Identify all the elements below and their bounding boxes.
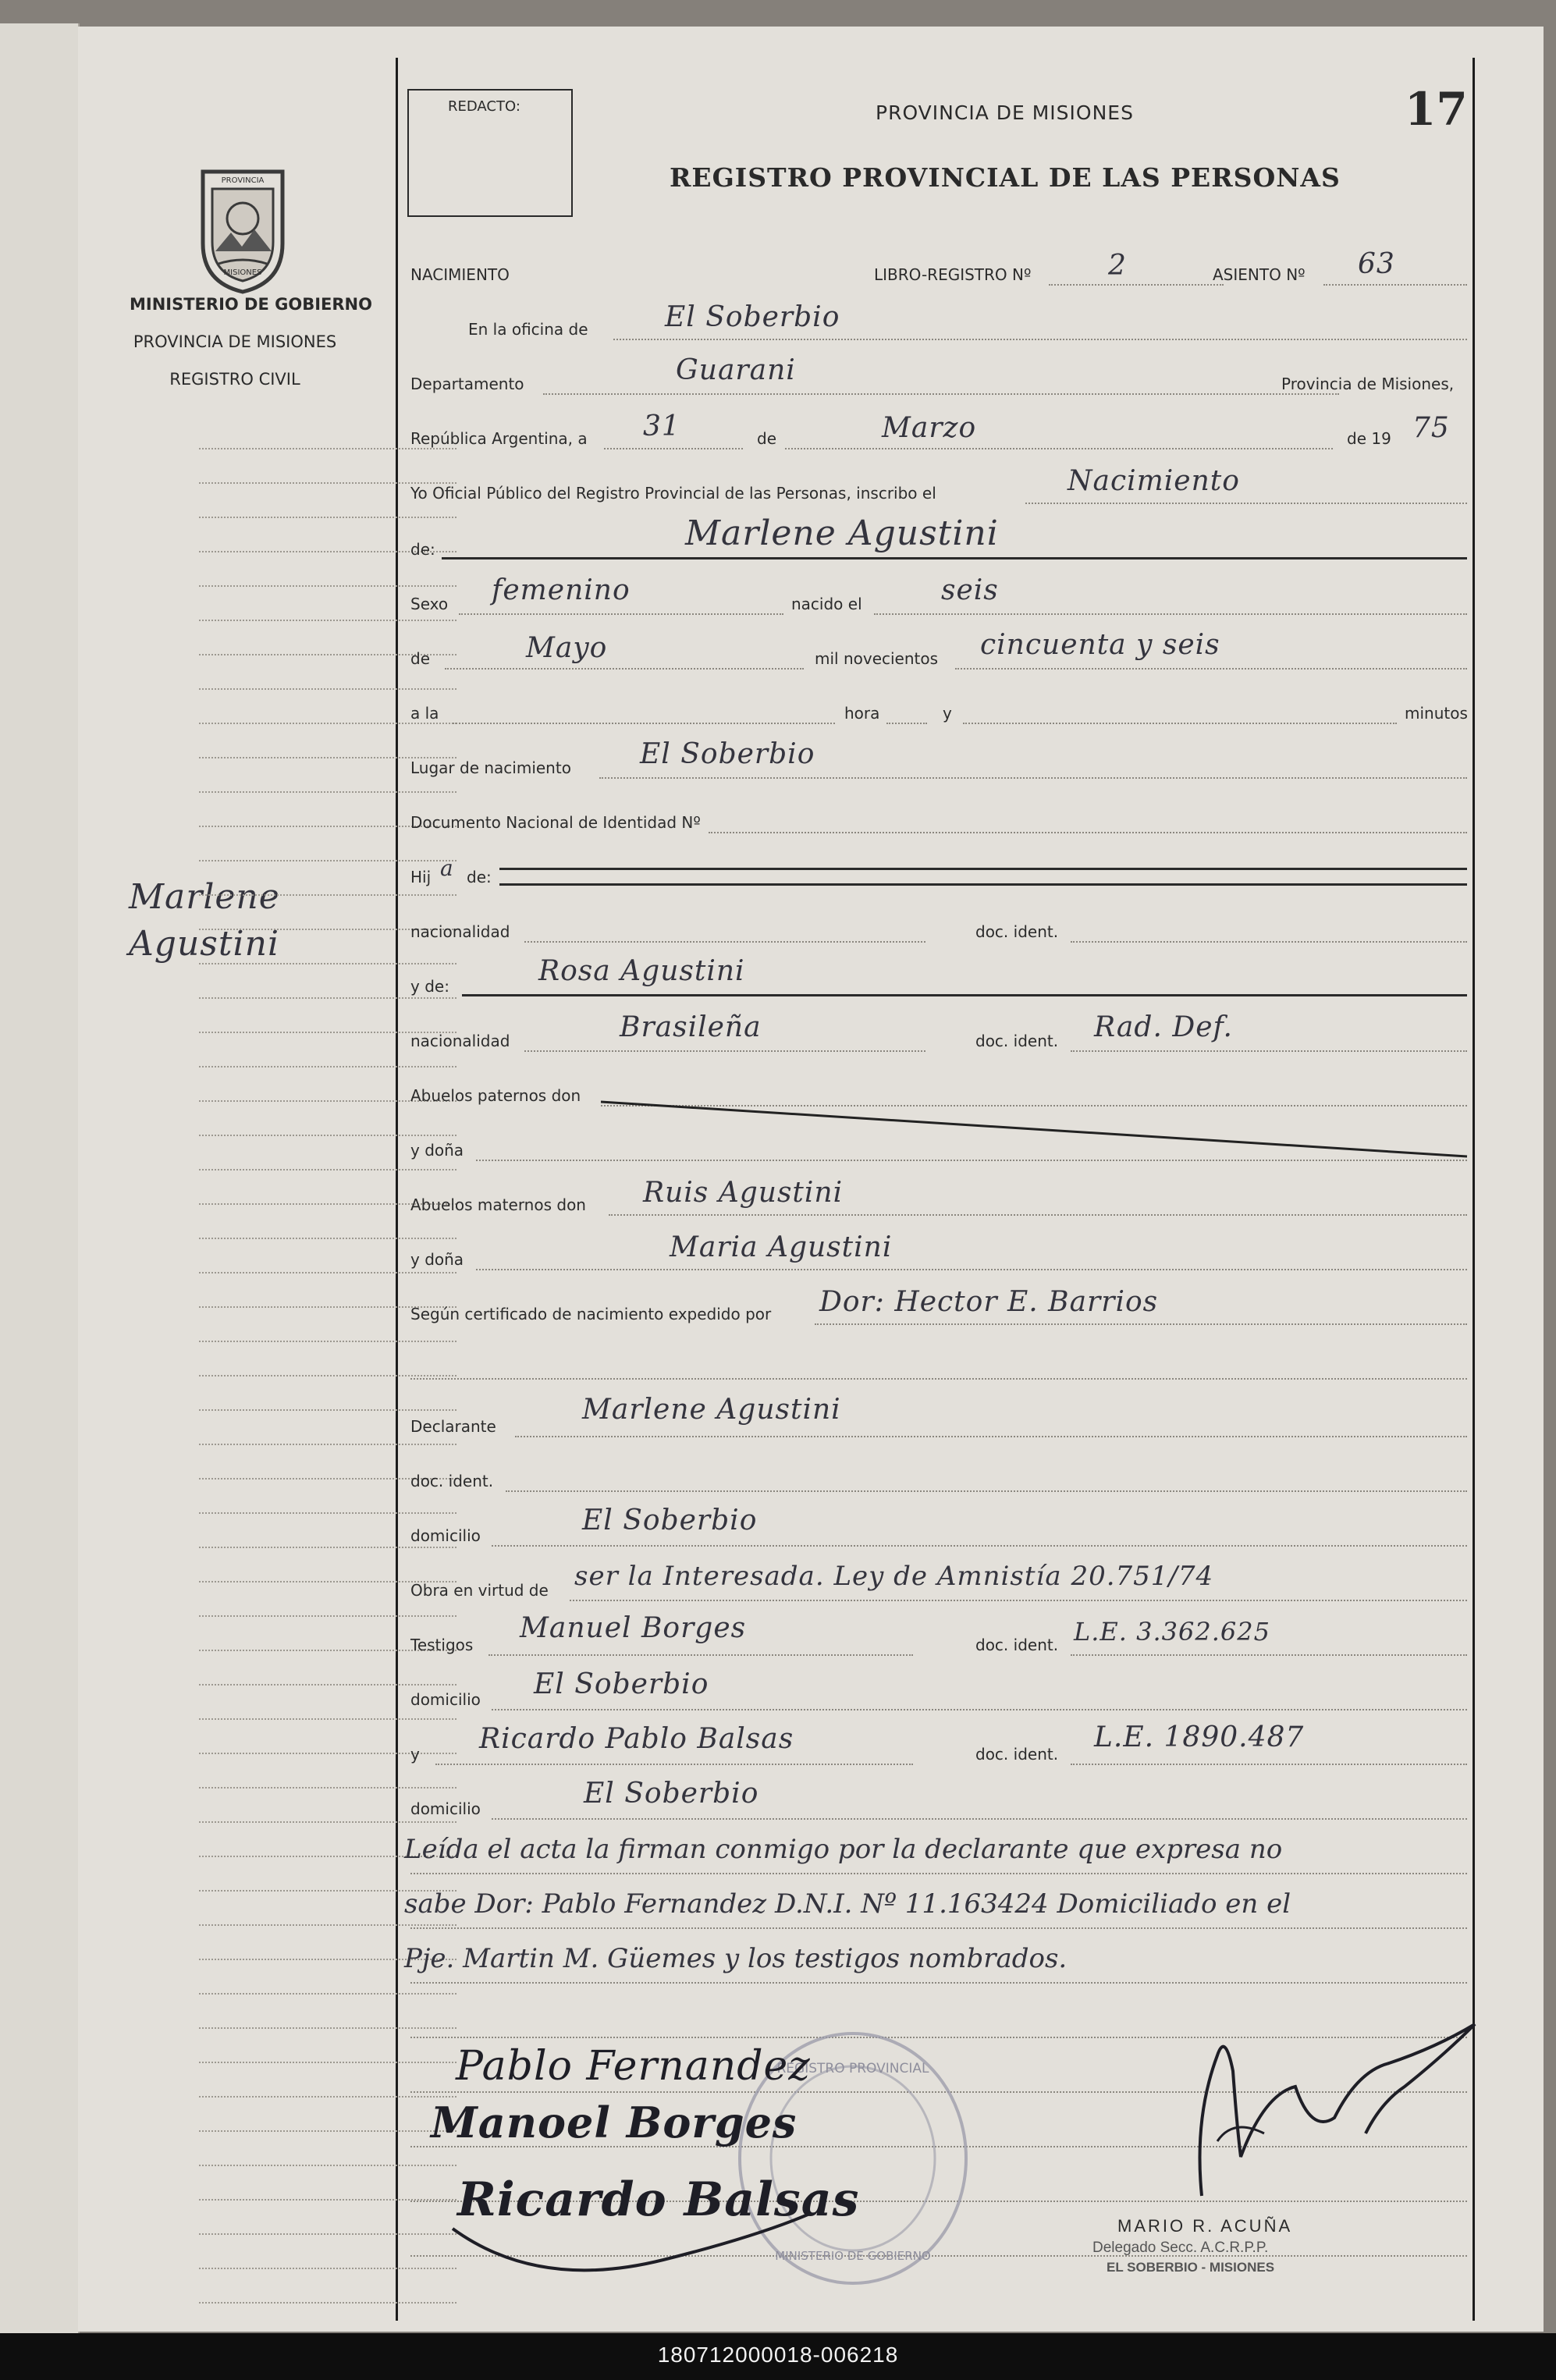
margin-ruled-line	[199, 688, 456, 690]
docident2-value: Rad. Def.	[1094, 1011, 1233, 1043]
declarante-dots	[515, 1436, 1467, 1437]
province-label: PROVINCIA DE MISIONES	[133, 332, 337, 351]
obra-value: ser la Interesada. Ley de Amnistía 20.751/74	[574, 1561, 1214, 1592]
officer-title: Delegado Secc. A.C.R.P.P.	[1092, 2240, 1269, 2256]
declarante-label: Declarante	[410, 1417, 496, 1436]
oficial-dots	[1025, 503, 1467, 504]
margin-note-line2: Agustini	[129, 924, 280, 964]
hijo-label-a: Hij	[410, 868, 432, 886]
hora-label: hora	[844, 704, 880, 723]
margin-ruled-line	[199, 1135, 456, 1136]
certificado-dots	[815, 1323, 1467, 1325]
margin-ruled-line	[199, 517, 456, 518]
closing-dots-3	[410, 1982, 1467, 1984]
margin-ruled-line	[199, 997, 456, 999]
margin-ruled-line	[199, 860, 456, 861]
testigo2-dots	[435, 1764, 913, 1765]
margin-ruled-line	[199, 1821, 456, 1823]
oficina-value: El Soberbio	[665, 301, 840, 333]
asiento-label: ASIENTO Nº	[1213, 265, 1306, 284]
year-prefix: de 19	[1347, 429, 1391, 448]
name-value: Marlene Agustini	[685, 513, 999, 553]
year-value: 75	[1412, 412, 1450, 444]
margin-ruled-line	[199, 791, 456, 793]
nacido-dots	[874, 613, 1467, 615]
month-value: Marzo	[882, 412, 977, 444]
margin-ruled-line	[199, 1924, 456, 1926]
signature-3-flourish	[445, 2205, 819, 2291]
hijo-label-b: de:	[467, 868, 492, 886]
redacto-label: REDACTO:	[448, 98, 520, 115]
margin-ruled-line	[199, 1238, 456, 1239]
margin-ruled-line	[199, 2302, 456, 2304]
margin-ruled-line	[199, 723, 456, 724]
ydona1-dots	[476, 1160, 1467, 1161]
emblem-bottom-text: MISIONES	[223, 268, 262, 277]
page-number: 17	[1405, 83, 1468, 136]
obra-dots	[570, 1600, 1467, 1601]
left-column-rule	[396, 58, 398, 2321]
stamp-bottom-text: MINISTERIO DE GOBIERNO	[775, 2249, 931, 2263]
docident4-label: doc. ident.	[975, 1636, 1059, 1654]
mother-value: Rosa Agustini	[538, 955, 745, 987]
testigo2-doc: L.E. 1890.487	[1094, 1721, 1305, 1753]
minutos-dots	[963, 723, 1397, 724]
registry-label: REGISTRO CIVIL	[169, 370, 300, 389]
signature-2: Manoel Borges	[431, 2098, 798, 2147]
margin-ruled-line	[199, 894, 456, 896]
stamp-top-text: REGISTRO PROVINCIAL	[776, 2061, 929, 2076]
docident2-label: doc. ident.	[975, 1032, 1059, 1050]
oficina-label: En la oficina de	[468, 320, 588, 339]
closing-dots-1	[410, 1873, 1467, 1874]
obra-label: Obra en virtud de	[410, 1581, 549, 1600]
oficial-value: Nacimiento	[1068, 465, 1240, 497]
margin-ruled-line	[199, 1169, 456, 1170]
de-label: de	[757, 429, 776, 448]
nacionalidad2-value: Brasileña	[620, 1011, 762, 1043]
docident1-label: doc. ident.	[975, 922, 1059, 941]
province-emblem-icon	[187, 158, 298, 298]
departamento-dots	[543, 393, 1339, 395]
father-line-strike	[499, 868, 1467, 870]
strike-line	[601, 1099, 1469, 1161]
docident3-label: doc. ident.	[410, 1472, 494, 1490]
nacionalidad2-label: nacionalidad	[410, 1032, 510, 1050]
margin-ruled-line	[199, 1375, 456, 1376]
birth-year-value: cincuenta y seis	[980, 629, 1220, 661]
nacido-label: nacido el	[791, 595, 862, 613]
birth-year-dots	[955, 668, 1467, 670]
signature-1: Pablo Fernandez	[456, 2043, 811, 2090]
nacido-value: seis	[941, 574, 999, 606]
mil-label: mil novecientos	[815, 649, 939, 668]
margin-ruled-line	[199, 1787, 456, 1789]
margin-ruled-line	[199, 2130, 456, 2132]
ydona2-label: y doña	[410, 1250, 464, 1269]
domicilio1-dots	[492, 1545, 1467, 1547]
domicilio2-value: El Soberbio	[534, 1668, 709, 1700]
documento-dots	[709, 832, 1467, 833]
de2-label: de:	[410, 540, 435, 559]
registry-title: REGISTRO PROVINCIAL DE LAS PERSONAS	[670, 162, 1341, 193]
closing-line-1: Leída el acta la firman conmigo por la declarante que expresa no	[404, 1834, 1283, 1865]
ala-label: a la	[410, 704, 439, 723]
redacto-box	[407, 89, 573, 217]
certificado-dots-2	[410, 1378, 1467, 1380]
margin-ruled-line	[199, 1341, 456, 1342]
certificado-value: Dor: Hector E. Barrios	[819, 1286, 1159, 1318]
abuelos-pat-label: Abuelos paternos don	[410, 1086, 581, 1105]
docident4-dots	[1071, 1654, 1467, 1656]
abuelos-mat-label: Abuelos maternos don	[410, 1195, 586, 1214]
documento-label: Documento Nacional de Identidad Nº	[410, 813, 701, 832]
asiento-dots	[1323, 284, 1467, 286]
margin-ruled-line	[199, 963, 456, 964]
ala-dots	[453, 723, 835, 724]
domicilio2-dots	[492, 1709, 1467, 1710]
sexo-value: femenino	[492, 574, 631, 606]
name-line	[442, 557, 1467, 559]
month-dots	[785, 448, 1333, 449]
ydona2-dots	[476, 1269, 1467, 1270]
archive-id: 180712000018-006218	[657, 2343, 899, 2367]
provincia-suffix: Provincia de Misiones,	[1281, 375, 1455, 393]
hora-dots	[886, 723, 927, 724]
ydona1-label: y doña	[410, 1141, 464, 1160]
margin-ruled-line	[199, 1409, 456, 1411]
domicilio3-dots	[492, 1818, 1467, 1820]
oficial-label: Yo Oficial Público del Registro Provincial de las Personas, inscribo el	[410, 484, 936, 503]
testigo1-dots	[488, 1654, 913, 1656]
domicilio1-label: domicilio	[410, 1526, 481, 1545]
docident5-dots	[1071, 1764, 1467, 1765]
register-page	[78, 27, 1544, 2332]
hijo-handwritten: a	[440, 855, 454, 881]
father-line	[499, 883, 1467, 886]
testigos-label: Testigos	[410, 1636, 474, 1654]
lugar-label: Lugar de nacimiento	[410, 758, 571, 777]
certificado-label: Según certificado de nacimiento expedido por	[410, 1305, 772, 1323]
docident5-label: doc. ident.	[975, 1745, 1059, 1764]
testigo1-doc: L.E. 3.362.625	[1074, 1617, 1270, 1646]
ministry-label: MINISTERIO DE GOBIERNO	[130, 295, 372, 314]
domicilio2-label: domicilio	[410, 1690, 481, 1709]
margin-note-line1: Marlene	[129, 877, 280, 917]
officer-place: EL SOBERBIO - MISIONES	[1107, 2260, 1275, 2275]
margin-ruled-line	[199, 585, 456, 587]
y-label: y	[943, 704, 952, 723]
abuelos-mat-dots	[609, 1214, 1467, 1216]
day-dots	[604, 448, 743, 449]
right-column-rule	[1473, 58, 1475, 2321]
province-title: PROVINCIA DE MISIONES	[876, 101, 1134, 124]
nacimiento-label: NACIMIENTO	[410, 265, 510, 284]
domicilio3-value: El Soberbio	[584, 1778, 759, 1810]
signature-3: Ricardo Balsas	[457, 2172, 860, 2227]
republica-label: República Argentina, a	[410, 429, 588, 448]
lugar-dots	[599, 777, 1467, 779]
closing-dots-2	[410, 1927, 1467, 1929]
margin-ruled-line	[199, 1444, 456, 1445]
officer-name: MARIO R. ACUÑA	[1117, 2216, 1293, 2236]
nacionalidad1-label: nacionalidad	[410, 922, 510, 941]
margin-ruled-line	[199, 2062, 456, 2063]
margin-ruled-line	[199, 448, 456, 449]
margin-ruled-line	[199, 1993, 456, 1995]
nacionalidad1-dots	[524, 941, 925, 943]
asiento-value: 63	[1358, 248, 1395, 280]
margin-ruled-line	[199, 1066, 456, 1067]
previous-page-edge	[0, 23, 80, 2333]
de3-label: de	[410, 649, 430, 668]
y2-label: y	[410, 1745, 420, 1764]
libro-label: LIBRO-REGISTRO Nº	[874, 265, 1032, 284]
margin-ruled-line	[199, 2233, 456, 2235]
departamento-value: Guarani	[676, 354, 796, 386]
birth-month-dots	[445, 668, 804, 670]
departamento-label: Departamento	[410, 375, 524, 393]
emblem-top-text: PROVINCIA	[221, 176, 265, 185]
mother-line	[462, 994, 1467, 996]
docident1-dots	[1071, 941, 1467, 943]
margin-ruled-line	[199, 1684, 456, 1686]
margin-ruled-line	[199, 620, 456, 621]
margin-ruled-line	[199, 1512, 456, 1514]
day-value: 31	[643, 410, 680, 442]
margin-ruled-line	[199, 2268, 456, 2269]
oficina-dots	[613, 339, 1467, 340]
declarante-value: Marlene Agustini	[582, 1394, 841, 1426]
testigo1-value: Manuel Borges	[520, 1612, 747, 1644]
minutos-label: minutos	[1405, 704, 1468, 723]
lugar-value: El Soberbio	[640, 738, 815, 770]
margin-ruled-line	[199, 2027, 456, 2029]
margin-ruled-line	[199, 1547, 456, 1548]
margin-ruled-line	[199, 2096, 456, 2098]
official-signature	[1108, 2001, 1483, 2204]
margin-ruled-line	[199, 1615, 456, 1617]
closing-line-3: Pje. Martin M. Güemes y los testigos nombrados.	[404, 1943, 1068, 1974]
docident2-dots	[1071, 1050, 1467, 1052]
birth-month-value: Mayo	[526, 632, 608, 664]
abuelo-mat-value: Ruis Agustini	[643, 1177, 844, 1209]
sexo-dots	[459, 613, 783, 615]
libro-value: 2	[1108, 250, 1127, 282]
margin-ruled-line	[199, 2165, 456, 2166]
abuela-mat-value: Maria Agustini	[670, 1231, 893, 1263]
yde-label: y de:	[410, 977, 449, 996]
sexo-label: Sexo	[410, 595, 449, 613]
docident3-dots	[506, 1490, 1467, 1492]
margin-ruled-line	[199, 1718, 456, 1720]
domicilio3-label: domicilio	[410, 1799, 481, 1818]
testigo2-value: Ricardo Pablo Balsas	[479, 1723, 794, 1755]
libro-dots	[1049, 284, 1224, 286]
closing-line-2: sabe Dor: Pablo Fernandez D.N.I. Nº 11.163424 Domiciliado en el	[404, 1888, 1291, 1920]
margin-ruled-line	[199, 1272, 456, 1273]
domicilio1-value: El Soberbio	[582, 1504, 758, 1536]
nacionalidad2-dots	[524, 1050, 925, 1052]
